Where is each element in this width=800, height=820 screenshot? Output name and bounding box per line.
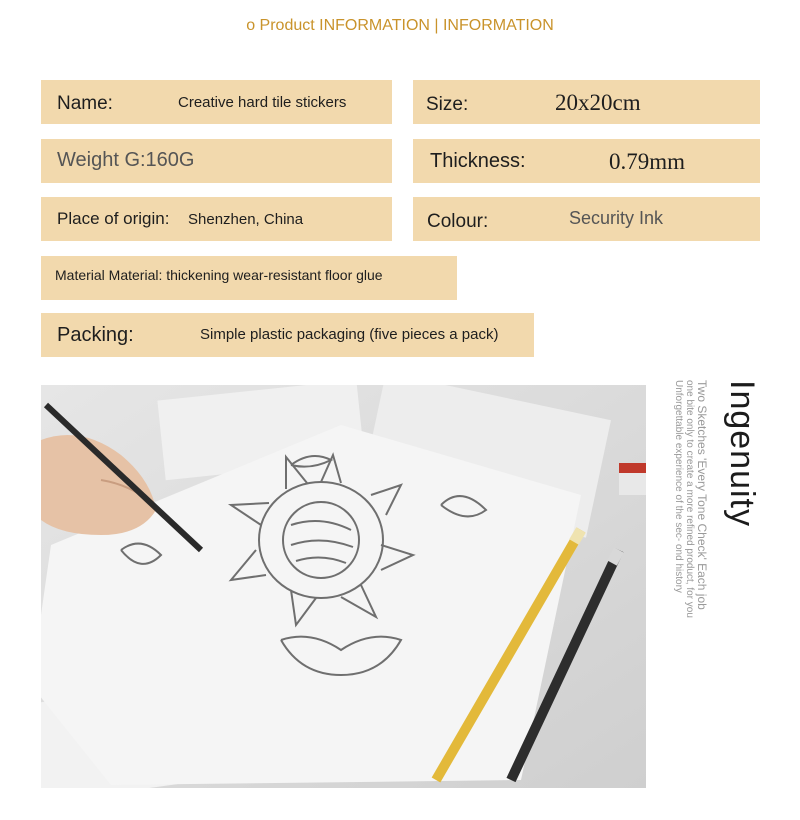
side-subtitle: Two Sketches 'Every Tone Check' Each job [695, 380, 709, 610]
name-value: Creative hard tile stickers [178, 94, 347, 111]
product-photo [41, 385, 646, 788]
name-row [41, 80, 392, 124]
material-row [41, 256, 457, 300]
colour-label: Colour: [427, 211, 489, 232]
size-value: 20x20cm [555, 90, 641, 115]
material-text: Material Material: thickening wear-resistant floor glue [55, 267, 383, 283]
packing-value: Simple plastic packaging (five pieces a pack) [200, 326, 499, 343]
packing-label: Packing: [57, 324, 134, 346]
origin-row [41, 197, 392, 241]
weight-row [41, 139, 392, 183]
side-title: Ingenuity [723, 380, 761, 527]
section-header: o Product INFORMATION | INFORMATION [246, 17, 554, 34]
size-row [413, 80, 760, 124]
thickness-label: Thickness: [430, 150, 526, 172]
thickness-row [413, 139, 760, 183]
side-body: one bite only to create a more refined product, for you Unforgettable experience of the sec- ond history [673, 380, 695, 618]
packing-row [41, 313, 534, 357]
size-label: Size: [426, 94, 469, 115]
colour-value: Security Ink [569, 208, 664, 228]
name-label: Name: [57, 93, 113, 114]
thickness-value: 0.79mm [609, 149, 686, 174]
origin-value: Shenzhen, China [188, 211, 304, 228]
origin-label: Place of origin: [57, 209, 170, 228]
weight-text: Weight G:160G [57, 149, 195, 171]
colour-row [413, 197, 760, 241]
